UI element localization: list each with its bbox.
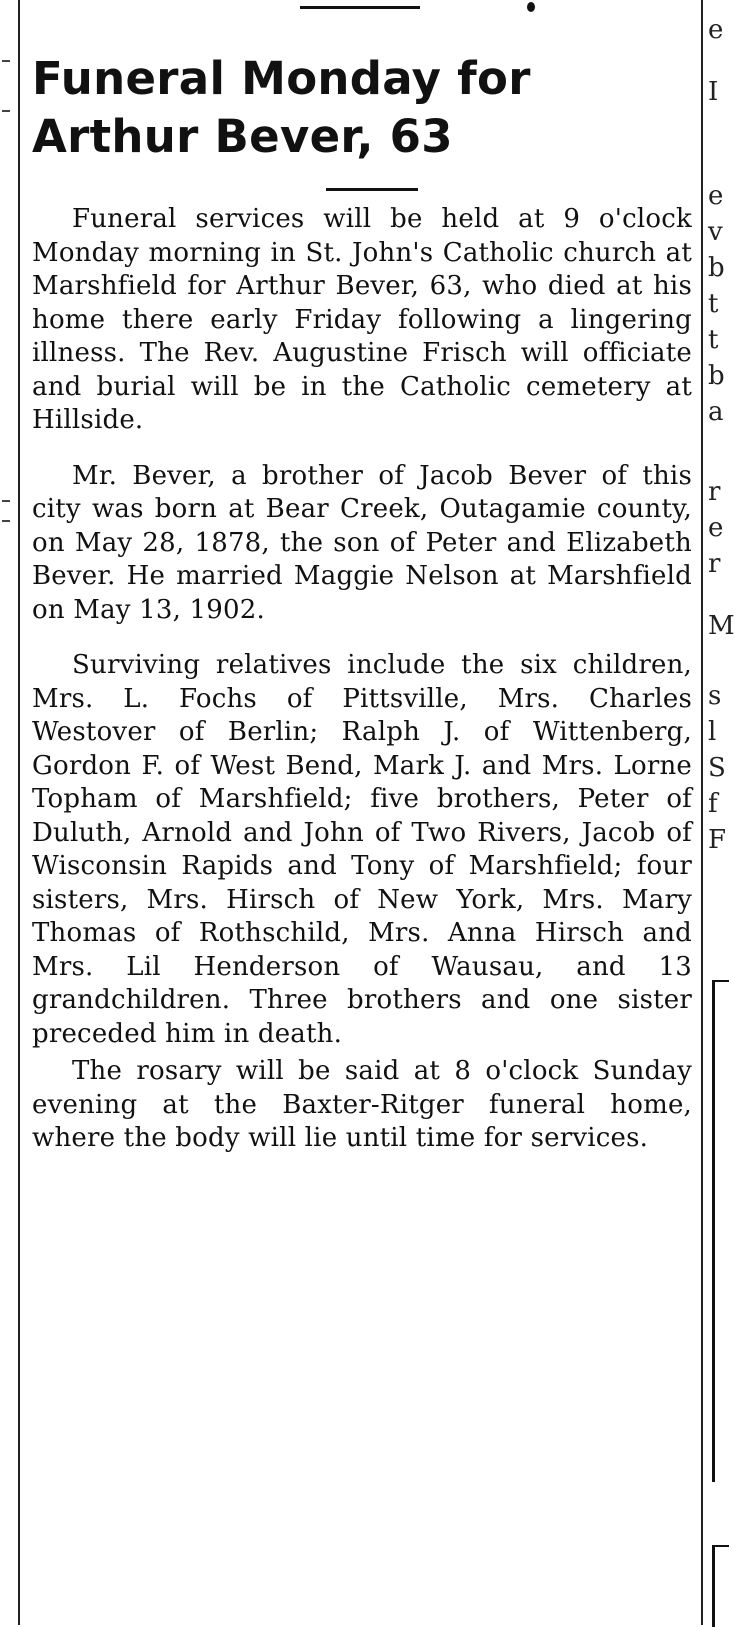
paragraph-biography: Mr. Bever, a brother of Jacob Bever of this city was born at Bear Creek, Outagamie county, on May 28, 1878, the son of Peter and Elizabeth Bever. He married Maggie Nelson at Marshfield on May 13, 1902. bbox=[32, 460, 692, 625]
fragment-char: t bbox=[708, 289, 719, 319]
fragment-char: b bbox=[708, 253, 725, 283]
fragment-char: I bbox=[708, 77, 719, 107]
paragraph-survivors: Surviving relatives include the six children, Mrs. L. Fochs of Pittsville, Mrs. Charles Westover of Berlin; Ralph J. of Wittenberg, Gordon F. of West Bend, Mark J. and Mrs. Lorne Topham of Marshfield; five brothers, Peter of Duluth, Arnold and John of Two Rivers, Jacob of Wisconsin Rapids and Tony of Marshfield; four sisters, Mrs. Hirsch of New York, Mrs. Mary Thomas of Rothschild, Mrs. Anna Hirsch and Mrs. Lil Henderson of Wausau, and 13 grandchildren. Three brothers and one sister preceded him in death. bbox=[32, 650, 692, 1049]
fragment-char: t bbox=[708, 325, 719, 355]
fragment-char: F bbox=[708, 825, 727, 855]
paragraph-rosary: The rosary will be said at 8 o'clock Sunday evening at the Baxter-Ritger funeral home, where the body will lie until time for services. bbox=[32, 1056, 692, 1153]
headline bbox=[32, 50, 692, 166]
fragment-char: e bbox=[708, 513, 724, 543]
fragment-char: r bbox=[708, 549, 721, 579]
obituary-article bbox=[32, 50, 692, 1178]
column-rule-left bbox=[18, 0, 20, 1625]
paragraph-services: Funeral services will be held at 9 o'clock Monday morning in St. John's Catholic church at Marshfield for Arthur Bever, 63, who died at his home there early Friday following a lingering illness. The Rev. Augustine Frisch will officiate and burial will be in the Catholic cemetery at Hillside. bbox=[32, 204, 692, 435]
fragment-char: l bbox=[708, 717, 717, 747]
adjacent-box-border bbox=[712, 980, 729, 1482]
fragment-char: b bbox=[708, 361, 725, 391]
left-column-edge bbox=[0, 20, 14, 1620]
headline-rule bbox=[326, 188, 418, 191]
fragment-char: e bbox=[708, 181, 724, 211]
fragment-char: e bbox=[708, 15, 724, 45]
fragment-char: a bbox=[708, 397, 724, 427]
fragment-char: v bbox=[708, 217, 723, 247]
ink-dot bbox=[527, 2, 535, 12]
headline-line-2: Arthur Bever, 63 bbox=[32, 110, 453, 163]
adjacent-box-border-lower bbox=[712, 1545, 729, 1627]
fragment-char: r bbox=[708, 477, 721, 507]
headline-line-1: Funeral Monday for bbox=[32, 52, 531, 105]
fragment-char: S bbox=[708, 753, 726, 783]
fragment-char: M bbox=[708, 611, 735, 641]
fragment-char: s bbox=[708, 681, 722, 711]
fragment-char: f bbox=[708, 789, 718, 819]
column-rule-right bbox=[701, 0, 703, 1625]
top-divider bbox=[300, 6, 420, 9]
